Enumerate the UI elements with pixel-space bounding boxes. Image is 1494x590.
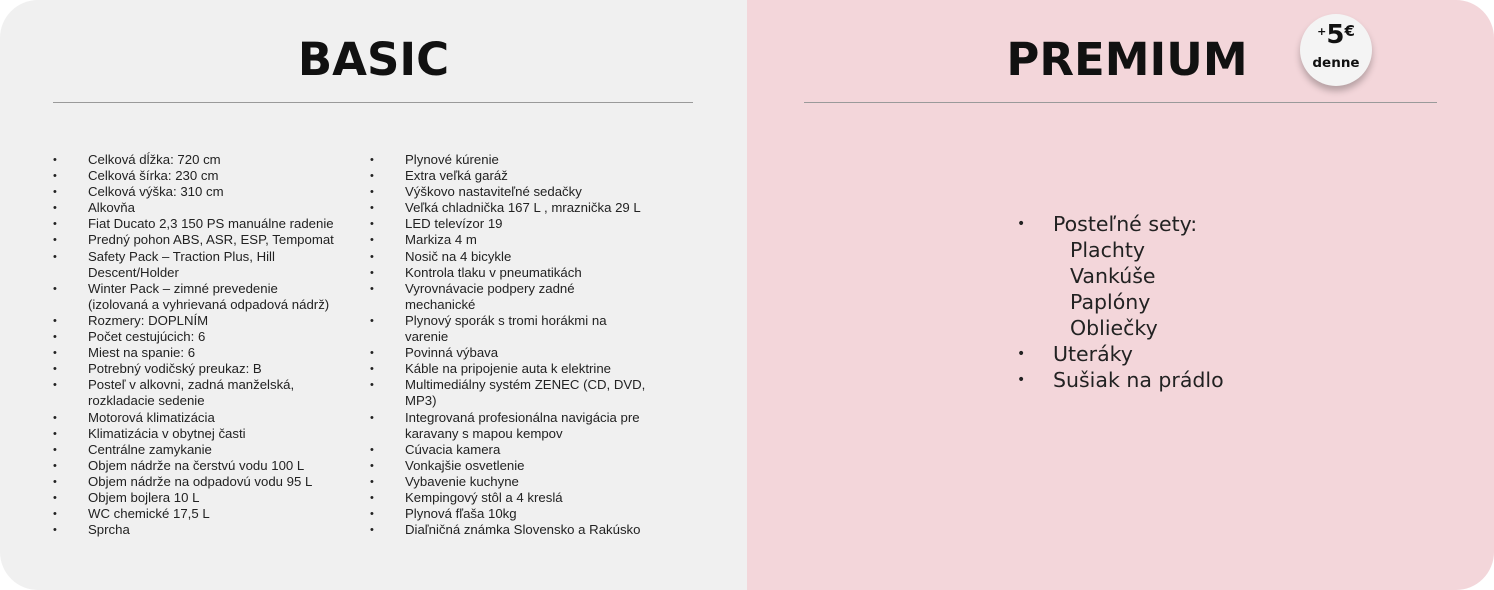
spec-list-item: • Multimediálny systém ZENEC (CD, DVD, MP3): [370, 377, 670, 409]
spec-list-item: • Vyrovnávacie podpery zadné mechanické: [370, 281, 670, 313]
premium-divider: [804, 102, 1437, 103]
premium-sub-list: [1053, 237, 1224, 341]
spec-list-item: • Objem nádrže na odpadovú vodu 95 L: [53, 474, 353, 490]
spec-list-item: • Plynové kúrenie: [370, 152, 670, 168]
basic-spec-list-right: [370, 152, 670, 538]
spec-list-item: • Extra veľká garáž: [370, 168, 670, 184]
spec-list-item: • Centrálne zamykanie: [53, 442, 353, 458]
spec-list-item: • Nosič na 4 bicykle: [370, 249, 670, 265]
spec-list-item: • Alkovňa: [53, 200, 353, 216]
premium-sub-item: Paplóny: [1070, 290, 1151, 314]
premium-panel: [747, 0, 1494, 590]
spec-list-item: • Povinná výbava: [370, 345, 670, 361]
spec-list-item: • Celková výška: 310 cm: [53, 184, 353, 200]
premium-title: PREMIUM: [1006, 33, 1248, 86]
premium-item-label: Uteráky: [1053, 342, 1133, 366]
premium-sub-item: Obliečky: [1070, 316, 1158, 340]
spec-list-item: • WC chemické 17,5 L: [53, 506, 353, 522]
spec-list-item: • Plynová fľaša 10kg: [370, 506, 670, 522]
spec-list-item: • Veľká chladnička 167 L , mraznička 29 L: [370, 200, 670, 216]
spec-list-item: • Plynový sporák s tromi horákmi na varenie: [370, 313, 670, 345]
spec-list-item: • Markiza 4 m: [370, 232, 670, 248]
premium-item-label: Posteľné sety:: [1053, 212, 1198, 236]
spec-list-item: • Winter Pack – zimné prevedenie (izolovaná a vyhrievaná odpadová nádrž): [53, 281, 353, 313]
spec-list-item: • Potrebný vodičský preukaz: B: [53, 361, 353, 377]
spec-list-item: • Objem bojlera 10 L: [53, 490, 353, 506]
spec-list-item: • Celková dĺžka: 720 cm: [53, 152, 353, 168]
spec-list-item: • Motorová klimatizácia: [53, 410, 353, 426]
premium-sub-item: Plachty: [1070, 238, 1146, 262]
spec-list-item: • Celková šírka: 230 cm: [53, 168, 353, 184]
spec-list-item: • LED televízor 19: [370, 216, 670, 232]
price-amount: 5: [1326, 20, 1345, 50]
basic-title: BASIC: [297, 33, 450, 86]
premium-list-item: [1014, 341, 1224, 367]
spec-list-item: • Klimatizácia v obytnej časti: [53, 426, 353, 442]
spec-list-item: • Fiat Ducato 2,3 150 PS manuálne radenie: [53, 216, 353, 232]
spec-list-item: • Posteľ v alkovni, zadná manželská, rozkladacie sedenie: [53, 377, 353, 409]
spec-list-item: • Predný pohon ABS, ASR, ESP, Tempomat: [53, 232, 353, 248]
spec-list-item: • Kontrola tlaku v pneumatikách: [370, 265, 670, 281]
price-badge: [1300, 14, 1372, 86]
spec-list-item: • Rozmery: DOPLNÍM: [53, 313, 353, 329]
spec-list-item: • Diaľničná známka Slovensko a Rakúsko: [370, 522, 670, 538]
basic-divider: [53, 102, 693, 103]
spec-list-item: • Cúvacia kamera: [370, 442, 670, 458]
price-currency: €: [1344, 22, 1355, 40]
price-plus: +: [1317, 25, 1327, 38]
premium-feature-list: [1014, 211, 1224, 393]
spec-list-item: • Vonkajšie osvetlenie: [370, 458, 670, 474]
premium-list-item: [1014, 211, 1224, 341]
premium-list-item: [1014, 367, 1224, 393]
spec-list-item: • Miest na spanie: 6: [53, 345, 353, 361]
premium-sub-item: Vankúše: [1070, 264, 1156, 288]
spec-list-item: • Integrovaná profesionálna navigácia pre karavany s mapou kempov: [370, 410, 670, 442]
spec-list-item: • Vybavenie kuchyne: [370, 474, 670, 490]
premium-item-label: Sušiak na prádlo: [1053, 368, 1224, 392]
price-line: [1300, 20, 1372, 50]
basic-spec-list-left: [53, 152, 353, 538]
spec-list-item: • Počet cestujúcich: 6: [53, 329, 353, 345]
spec-list-item: • Sprcha: [53, 522, 353, 538]
spec-list-item: • Objem nádrže na čerstvú vodu 100 L: [53, 458, 353, 474]
spec-list-item: • Safety Pack – Traction Plus, Hill Descent/Holder: [53, 249, 353, 281]
price-unit: denne: [1312, 55, 1360, 71]
spec-list-item: • Káble na pripojenie auta k elektrine: [370, 361, 670, 377]
spec-list-item: • Kempingový stôl a 4 kreslá: [370, 490, 670, 506]
spec-list-item: • Výškovo nastaviteľné sedačky: [370, 184, 670, 200]
